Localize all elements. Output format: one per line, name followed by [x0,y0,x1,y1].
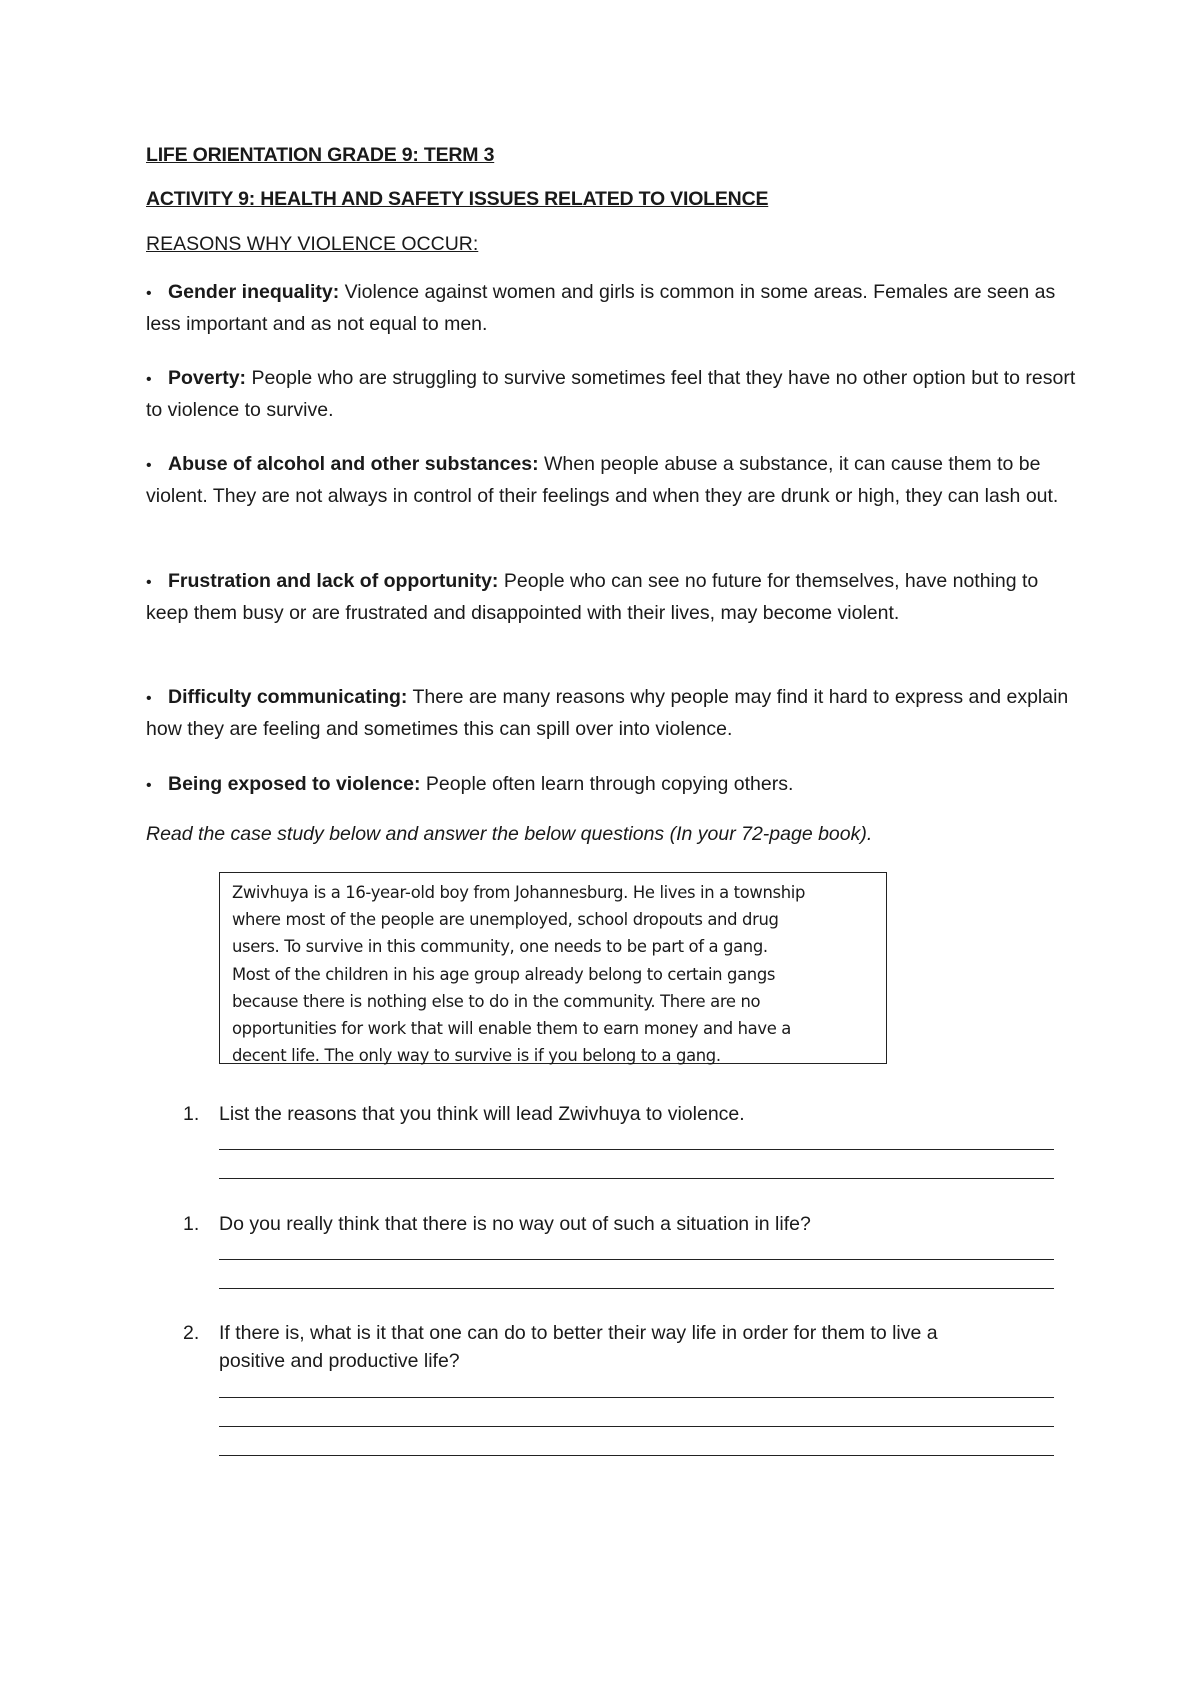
bullet-icon: • [146,574,152,591]
case-study-line: Most of the children in his age group already belong to certain gangs [232,964,776,984]
case-study-instruction: Read the case study below and answer the below questions (In your 72-page book). [146,823,873,845]
case-study-line: users. To survive in this community, one needs to be part of a gang. [232,937,768,957]
reason-text: There are many reasons why people may find it hard to express and explain how they are feeling and sometimes this can spill over into violence. [146,686,1069,740]
reasons-heading: REASONS WHY VIOLENCE OCCUR: [146,233,479,255]
activity-heading: ACTIVITY 9: HEALTH AND SAFETY ISSUES RELATED TO VIOLENCE [146,188,769,210]
reason-frustration [146,566,1076,628]
answer-line[interactable] [219,1397,1054,1398]
question-number: 1. [183,1103,200,1125]
reason-poverty [146,363,1076,425]
reason-difficulty-communicating [146,682,1076,744]
case-study-line: decent life. The only way to survive is if you belong to a gang. [232,1046,721,1066]
reason-term: Poverty: [168,367,247,389]
case-study-line: Zwivhuya is a 16-year-old boy from Johannesburg. He lives in a township [232,883,805,902]
question-text: Do you really think that there is no way out of such a situation in life? [219,1213,811,1235]
question-2 [183,1210,1063,1238]
reason-text: Violence against women and girls is common in some areas. Females are seen as less important and as not equal to men. [146,281,1056,335]
reason-term: Gender inequality: [168,281,340,303]
case-study-line: because there is nothing else to do in the community. There are no [232,991,761,1011]
question-text: List the reasons that you think will lead Zwivhuya to violence. [219,1103,745,1125]
answer-line[interactable] [219,1288,1054,1289]
reason-text: People often learn through copying others. [420,773,794,795]
bullet-icon: • [146,777,152,794]
case-study-line: where most of the people are unemployed, school dropouts and drug [232,910,779,930]
reason-substance-abuse [146,449,1076,511]
reason-term: Frustration and lack of opportunity: [168,570,499,592]
answer-line[interactable] [219,1455,1054,1456]
reason-term: Difficulty communicating: [168,686,408,708]
bullet-icon: • [146,690,152,707]
case-study-line: opportunities for work that will enable them to earn money and have a [232,1019,791,1039]
bullet-icon: • [146,457,152,474]
case-study-box [219,872,887,1064]
reason-term: Being exposed to violence: [168,773,421,795]
question-text: If there is, what is it that one can do to better their way life in order for them to live a positive and productive life? [219,1322,938,1372]
reason-text: People who are struggling to survive sometimes feel that they have no other option but to resort to violence to survive. [146,367,1076,421]
answer-line[interactable] [219,1259,1054,1260]
reason-gender-inequality [146,277,1076,339]
question-number: 1. [183,1213,200,1235]
reason-exposure-to-violence [146,769,1076,801]
answer-line[interactable] [219,1426,1054,1427]
reason-term: Abuse of alcohol and other substances: [168,453,539,475]
page-title: LIFE ORIENTATION GRADE 9: TERM 3 [146,144,495,166]
bullet-icon: • [146,371,152,388]
question-3 [183,1319,943,1375]
question-1 [183,1100,1063,1128]
reason-text: People who can see no future for themselves, have nothing to keep them busy or are frustrated and disappointed with their lives, may become violent. [146,570,1039,624]
answer-line[interactable] [219,1149,1054,1150]
answer-line[interactable] [219,1178,1054,1179]
reason-text: When people abuse a substance, it can cause them to be violent. They are not always in control of their feelings and when they are drunk or high, they can lash out. [146,453,1059,507]
bullet-icon: • [146,285,152,302]
question-number: 2. [183,1322,200,1344]
